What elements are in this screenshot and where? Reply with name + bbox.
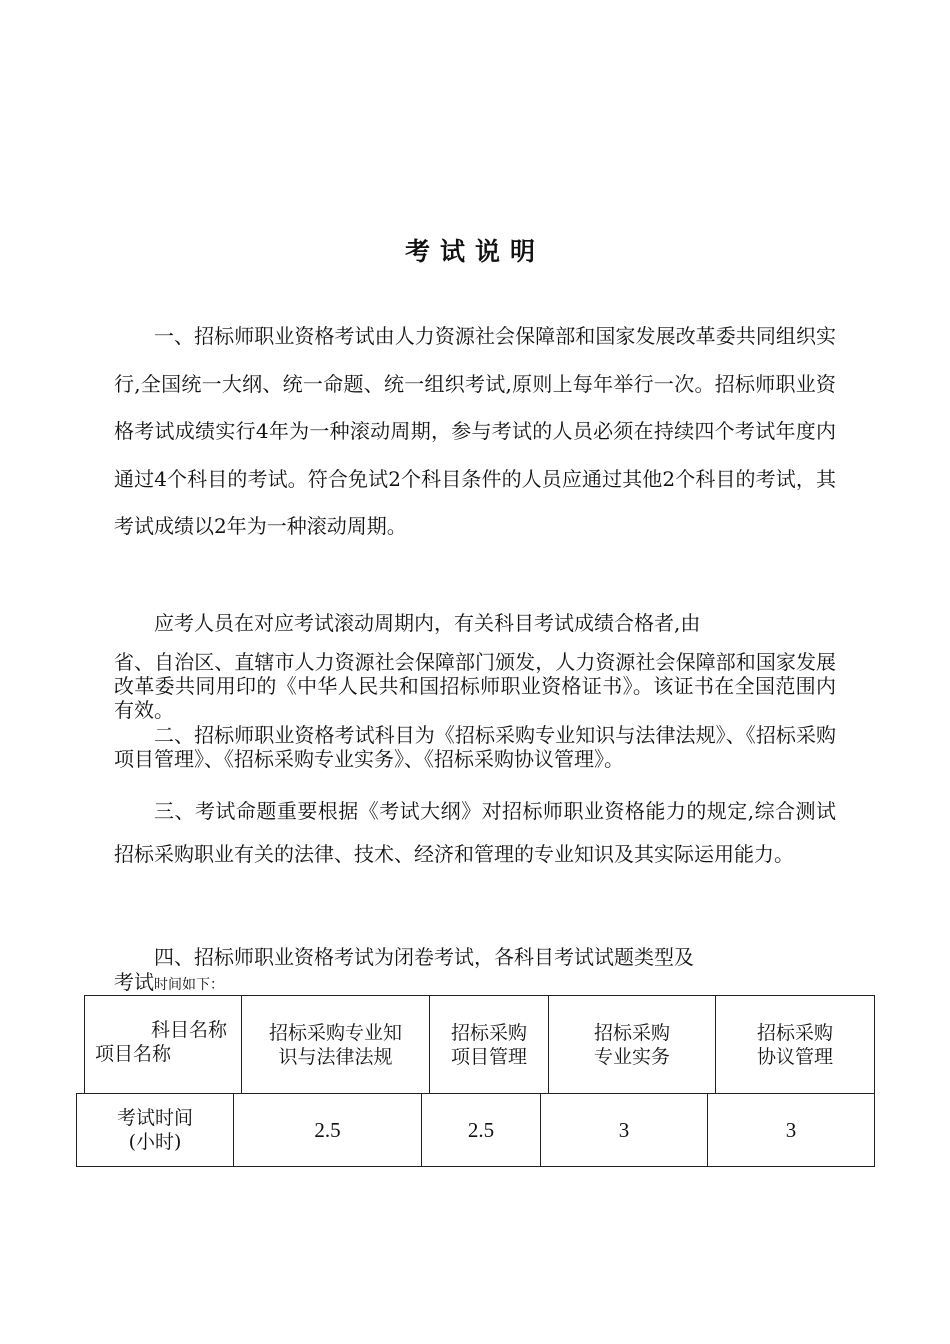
paragraph-5-tail-large: 考试 [114, 970, 154, 994]
table-cell-value: 2.5 [467, 1118, 495, 1142]
table-border [874, 995, 875, 1166]
table-cell-value: 3 [785, 1118, 797, 1142]
corner-label-subject: 科目名称 [150, 1019, 227, 1041]
paragraph-3: 二、招标师职业资格考试科目为《招标采购专业知识与法律法规》、《招标采购项目管理》、《招标采购专业实务》、《招标采购协议管理》。 [114, 723, 836, 771]
table-header-cell: 招标采购 项目管理 [450, 1021, 527, 1068]
table-row-label: 考试时间 (小时) [116, 1107, 193, 1153]
table-corner-cell [85, 1018, 241, 1070]
table-header-cell: 招标采购 协议管理 [756, 1021, 833, 1068]
table-cell-value: 3 [618, 1118, 630, 1142]
paragraph-5: 四、招标师职业资格考试为闭卷考试，各科目考试试题类型及 [154, 945, 694, 969]
paragraph-5-tail [114, 971, 224, 996]
table-border [76, 1166, 875, 1167]
table-header-cell: 招标采购专业知 识与法律法规 [268, 1021, 402, 1068]
corner-label-item: 项目名称 [95, 1043, 172, 1065]
paragraph-2-first-line: 应考人员在对应考试滚动周期内，有关科目考试成绩合格者,由 [154, 611, 701, 635]
paragraph-1: 一、招标师职业资格考试由人力资源社会保障部和国家发展改革委共同组织实行,全国统一大纲、统一命题、统一组织考试,原则上每年举行一次。招标师职业资格考试成绩实行4年为一种滚动周期，参与考试的人员必须在持续四个考试年度内通过4个科目的考试。符合免试2个科目条件的人员应通过其他2个科目的考试，其考试成绩以2年为一种滚动周期。 [114, 324, 836, 538]
paragraph-2-body: 省、自治区、直辖市人力资源社会保障部门颁发，人力资源社会保障部和国家发展改革委共同用印的《中华人民共和国招标师职业资格证书》。该证书在全国范围内有效。 [114, 650, 836, 722]
paragraph-5-tail-small: 时间如下： [154, 977, 224, 993]
table-cell-value: 2.5 [314, 1118, 341, 1142]
page-title: 考试说明 [404, 237, 545, 266]
paragraph-4: 三、考试命题重要根据《考试大纲》对招标师职业资格能力的规定,综合测试招标采购职业有关的法律、技术、经济和管理的专业知识及其实际运用能力。 [114, 799, 836, 866]
table-header-cell: 招标采购 专业实务 [593, 1021, 670, 1068]
